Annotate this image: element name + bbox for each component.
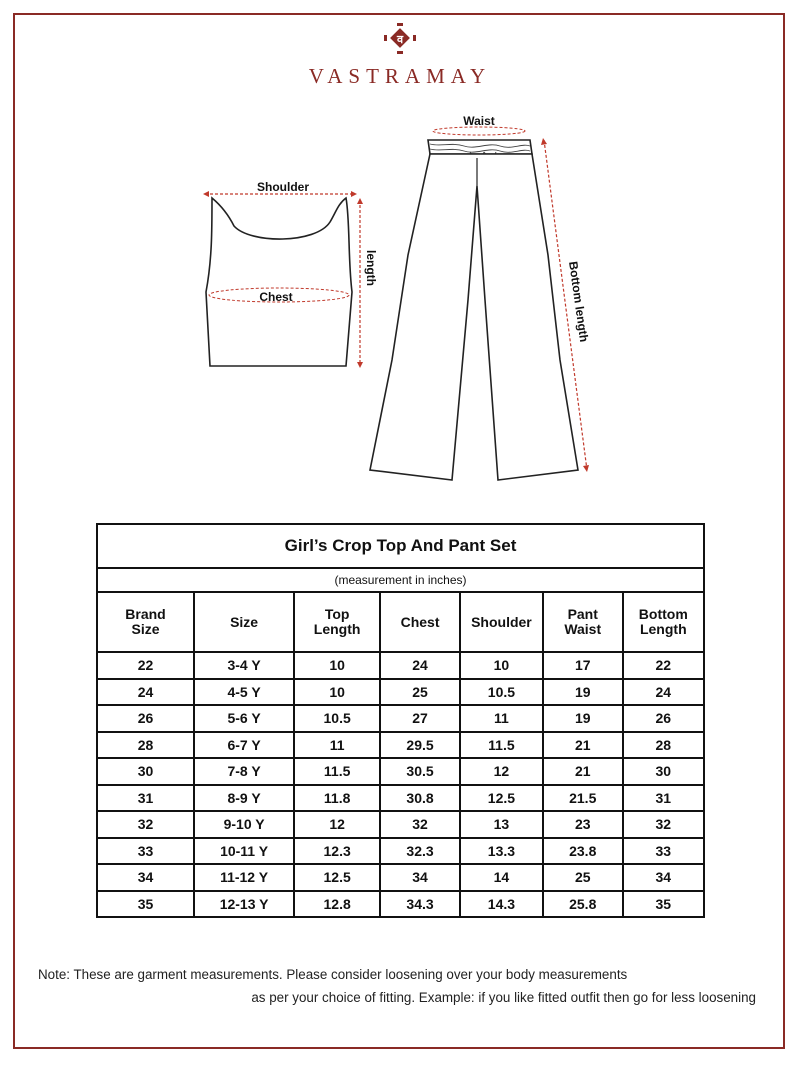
table-cell: 22 [623, 652, 704, 679]
table-cell: 30 [97, 758, 194, 785]
table-cell: 21.5 [543, 785, 623, 812]
table-cell: 12 [294, 811, 380, 838]
table-cell: 7-8 Y [194, 758, 294, 785]
waist-label: Waist [463, 114, 495, 128]
table-subtitle: (measurement in inches) [97, 568, 704, 592]
table-cell: 33 [623, 838, 704, 865]
table-cell: 12.5 [294, 864, 380, 891]
column-header-text: Shoulder [471, 613, 532, 630]
column-header-text: Size [131, 621, 160, 637]
table-title: Girl’s Crop Top And Pant Set [97, 524, 704, 568]
table-cell: 23.8 [543, 838, 623, 865]
table-cell: 11.5 [294, 758, 380, 785]
table-cell: 9-10 Y [194, 811, 294, 838]
table-row [97, 891, 704, 918]
table-cell: 14.3 [460, 891, 543, 918]
table-cell: 11 [460, 705, 543, 732]
table-cell: 17 [543, 652, 623, 679]
table-cell: 29.5 [380, 732, 460, 759]
shoulder-label: Shoulder [256, 180, 310, 194]
table-cell: 24 [380, 652, 460, 679]
table-cell: 34.3 [380, 891, 460, 918]
column-header [460, 592, 543, 652]
table-cell: 32 [97, 811, 194, 838]
table-cell: 32 [623, 811, 704, 838]
column-header-text: Length [313, 621, 361, 637]
note-line-1: Note: These are garment measurements. Please consider loosening over your body measurements [38, 967, 628, 982]
table-cell: 13 [460, 811, 543, 838]
column-header [543, 592, 623, 652]
pants-illustration [370, 140, 578, 480]
bottom-length-label: Bottom length [566, 260, 592, 343]
table-cell: 11-12 Y [194, 864, 294, 891]
crop-top-illustration [206, 198, 352, 366]
table-header-row [97, 592, 704, 652]
column-header-text: Size [230, 613, 259, 630]
table-cell: 12-13 Y [194, 891, 294, 918]
table-cell: 11.5 [460, 732, 543, 759]
column-header-text: Bottom [638, 606, 688, 622]
table-cell: 11.8 [294, 785, 380, 812]
table-row [97, 758, 704, 785]
top-length-label: length [364, 250, 378, 286]
table-cell: 32.3 [380, 838, 460, 865]
waist-dimension-line [433, 127, 525, 135]
table-row [97, 864, 704, 891]
table-cell: 22 [97, 652, 194, 679]
table-cell: 10 [294, 679, 380, 706]
column-header [294, 592, 380, 652]
table-cell: 8-9 Y [194, 785, 294, 812]
brand-name: VASTRAMAY [308, 64, 492, 88]
column-header [623, 592, 704, 652]
fitting-note [38, 963, 756, 1009]
table-cell: 21 [543, 758, 623, 785]
table-cell: 30 [623, 758, 704, 785]
svg-text:व: व [396, 33, 404, 46]
size-chart-table [96, 523, 705, 918]
table-cell: 35 [97, 891, 194, 918]
table-cell: 30.5 [380, 758, 460, 785]
table-cell: 19 [543, 679, 623, 706]
table-row [97, 785, 704, 812]
vastramay-logo-icon [0, 22, 800, 67]
table-cell: 31 [97, 785, 194, 812]
table-cell: 27 [380, 705, 460, 732]
table-cell: 19 [543, 705, 623, 732]
table-cell: 26 [623, 705, 704, 732]
table-row [97, 811, 704, 838]
table-cell: 34 [623, 864, 704, 891]
chest-label: Chest [259, 290, 293, 304]
table-cell: 11 [294, 732, 380, 759]
garment-diagram [0, 100, 800, 500]
table-cell: 10.5 [294, 705, 380, 732]
table-cell: 24 [97, 679, 194, 706]
column-header [194, 592, 294, 652]
column-header [97, 592, 194, 652]
table-cell: 4-5 Y [194, 679, 294, 706]
table-cell: 31 [623, 785, 704, 812]
table-cell: 10.5 [460, 679, 543, 706]
table-cell: 25.8 [543, 891, 623, 918]
table-cell: 28 [623, 732, 704, 759]
column-header-text: Length [639, 621, 687, 637]
table-cell: 25 [380, 679, 460, 706]
table-cell: 10-11 Y [194, 838, 294, 865]
table-cell: 3-4 Y [194, 652, 294, 679]
table-cell: 35 [623, 891, 704, 918]
column-header-text: Top [324, 606, 350, 622]
table-cell: 12 [460, 758, 543, 785]
table-cell: 21 [543, 732, 623, 759]
table-cell: 25 [543, 864, 623, 891]
table-cell: 12.3 [294, 838, 380, 865]
column-header [380, 592, 460, 652]
table-cell: 34 [380, 864, 460, 891]
table-cell: 28 [97, 732, 194, 759]
table-row [97, 652, 704, 679]
column-header-text: Pant [567, 606, 598, 622]
table-cell: 10 [460, 652, 543, 679]
note-line-2: as per your choice of fitting. Example: if you like fitted outfit then go for less loosening [251, 990, 756, 1005]
table-cell: 6-7 Y [194, 732, 294, 759]
table-cell: 12.5 [460, 785, 543, 812]
table-row [97, 679, 704, 706]
table-cell: 5-6 Y [194, 705, 294, 732]
table-cell: 12.8 [294, 891, 380, 918]
column-header-text: Chest [400, 613, 440, 630]
table-row [97, 732, 704, 759]
table-cell: 14 [460, 864, 543, 891]
table-cell: 30.8 [380, 785, 460, 812]
table-cell: 24 [623, 679, 704, 706]
column-header-text: Brand [125, 606, 166, 622]
table-cell: 10 [294, 652, 380, 679]
table-cell: 13.3 [460, 838, 543, 865]
table-row [97, 838, 704, 865]
table-cell: 23 [543, 811, 623, 838]
column-header-text: Waist [564, 621, 602, 637]
table-cell: 34 [97, 864, 194, 891]
table-cell: 26 [97, 705, 194, 732]
table-row [97, 705, 704, 732]
table-cell: 32 [380, 811, 460, 838]
table-cell: 33 [97, 838, 194, 865]
